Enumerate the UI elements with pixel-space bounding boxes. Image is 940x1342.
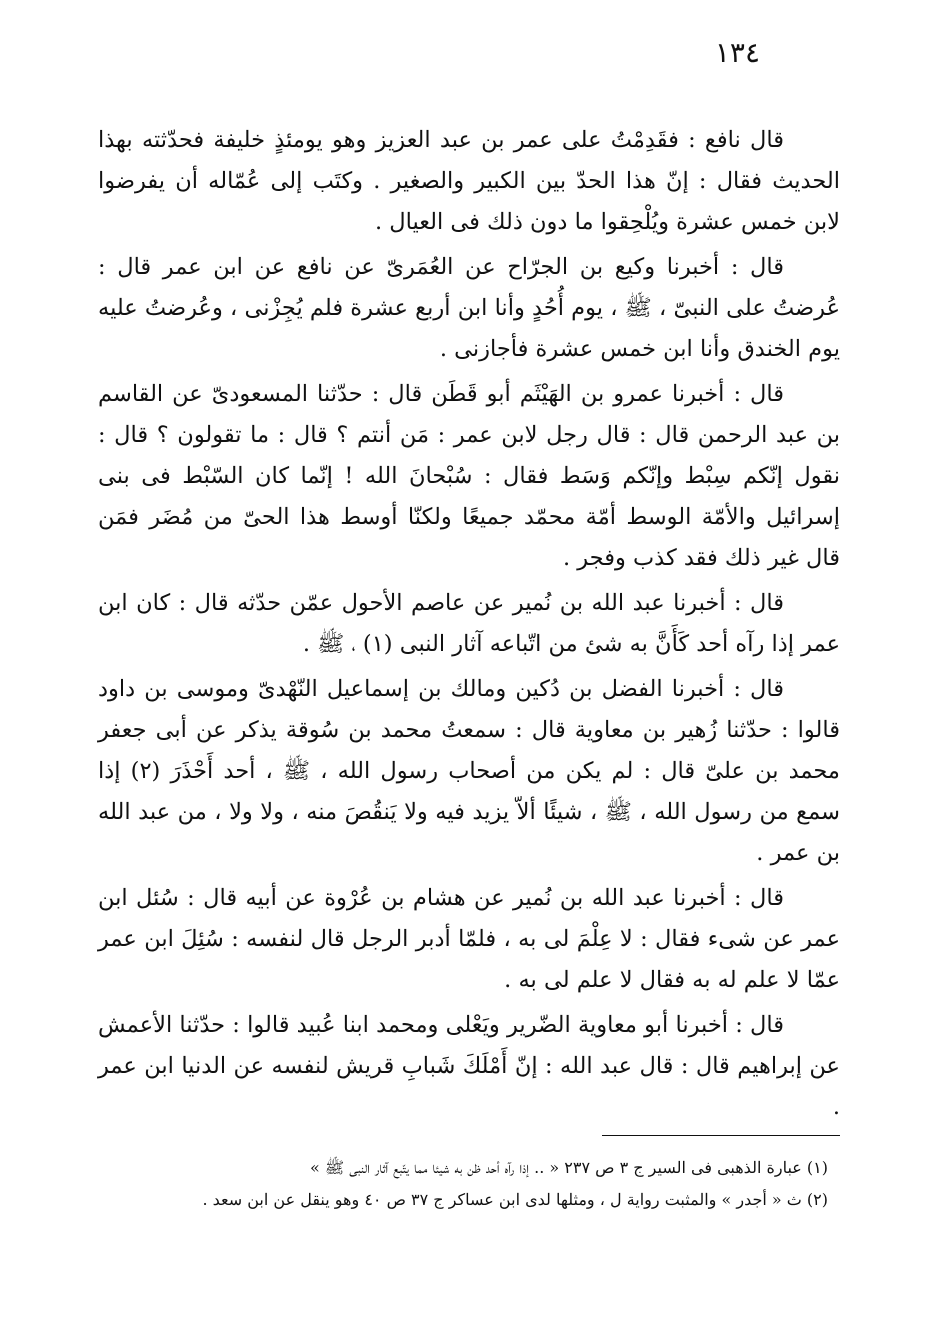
paragraph: قال : أخبرنا أبو معاوية الضّرير ويَعْلى ومحمد ابنا عُبيد قالوا : حدّثنا الأعمش عن إبراهيم قال : قال عبد الله : إنّ أَمْلَكَ شَبابِ قريش لنفسه عن الدنيا ابن عمر . bbox=[98, 1012, 840, 1120]
paragraph: قال : أخبرنا وكيع بن الجرّاح عن العُمَرىّ عن نافع عن ابن عمر قال : عُرضتُ على النبىّ ، ﷺ ، يوم أُحُدٍ وأنا ابن أربع عشرة فلم يُجِزْنى ، وعُرضتُ عليه يوم الخندق وأنا ابن خمس عشرة فأجازنى . bbox=[98, 254, 840, 362]
paragraph: قال : أخبرنا عبد الله بن نُمير عن عاصم الأحول عمّن حدّثه قال : كان ابن عمر إذا رآه أحد كَأَنَّ به شئ من اتّباعه آثار النبى (١) ، ﷺ . bbox=[98, 590, 840, 657]
footnote: (١) عبارة الذهبى فى السير ج ٣ ص ٢٣٧ « .. إذا رآه أحد ظن به شيئا مما يتّبع آثار النبى ﷺ » bbox=[309, 1158, 828, 1177]
body-text bbox=[98, 120, 840, 1132]
paragraph: قال : أخبرنا عبد الله بن نُمير عن هشام بن عُرْوة عن أبيه قال : سُئل ابن عمر عن شىء فقال : لا عِلْمَ لى به ، فلمّا أدبر الرجل قال لنفسه : سُئِلَ ابن عمر عمّا لا علم له به فقال لا علم لى به . bbox=[98, 885, 840, 993]
footnote-separator bbox=[602, 1135, 840, 1136]
page-number: ١٣٤ bbox=[714, 36, 760, 69]
paragraph: قال : أخبرنا الفضل بن دُكين ومالك بن إسماعيل النّهْدىّ وموسى بن داود قالوا : حدّثنا زُهير بن معاوية قال : سمعتُ محمد بن سُوقة يذكر عن أبى جعفر محمد بن علىّ قال : لم يكن من أصحاب رسول الله ، ﷺ ، أحد أَحْذَرَ (٢) إذا سمع من رسول الله ، ﷺ ، شيئًا ألاّ يزيد فيه ولا يَنقُصَ منه ، ولا ولا ، من عبد الله بن عمر . bbox=[98, 676, 840, 866]
paragraph: قال نافع : فقَدِمْتُ على عمر بن عبد العزيز وهو يومئذٍ خليفة فحدّثته بهذا الحديث فقال : إنّ هذا الحدّ بين الكبير والصغير . وكتَب إلى عُمّاله أن يفرضوا لابن خمس عشرة ويُلْحِقوا ما دون ذلك فى العيال . bbox=[98, 127, 840, 235]
footnotes bbox=[98, 1152, 840, 1216]
footnote: (٢) ث « أجدر » والمثبت رواية ل ، ومثلها لدى ابن عساكر ج ٣٧ ص ٤٠ وهو ينقل عن ابن سعد . bbox=[202, 1190, 828, 1209]
paragraph: قال : أخبرنا عمرو بن الهَيْثَم أبو قَطَن قال : حدّثنا المسعودىّ عن القاسم بن عبد الرحمن قال : قال رجل لابن عمر : مَن أنتم ؟ قال : ما تقولون ؟ قال : نقول إنّكم سِبْط وإنّكم وَسَط فقال : سُبْحانَ الله ! إنّما كان السّبْط فى بنى إسرائيل والأمّة الوسط أمّة محمّد جميعًا ولكنّا أوسط هذا الحىّ من مُضَر فمَن قال غير ذلك فقد كذب وفجر . bbox=[98, 381, 840, 571]
